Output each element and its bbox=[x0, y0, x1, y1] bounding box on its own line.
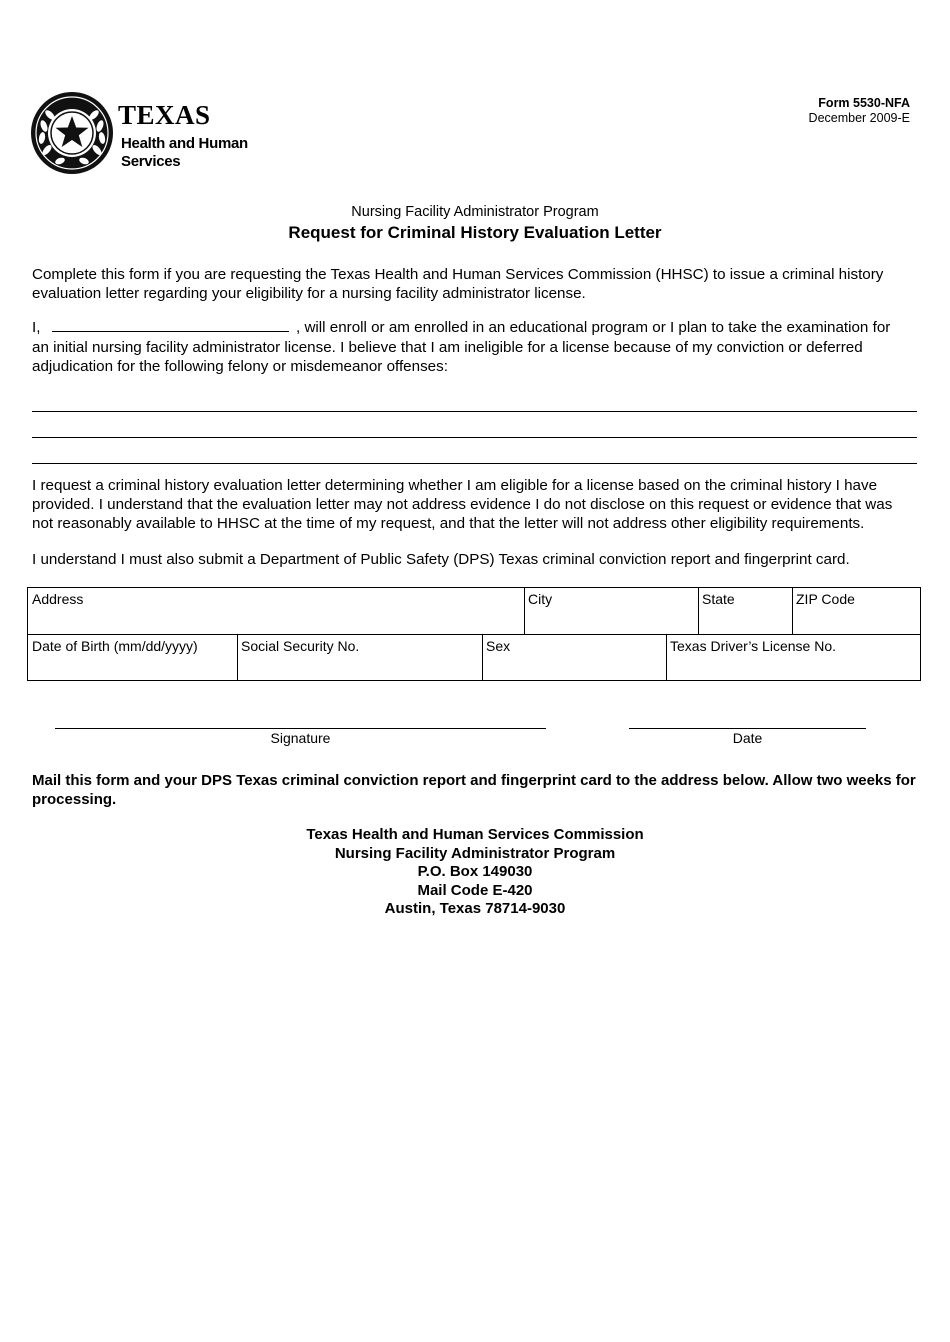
signature-label: Signature bbox=[270, 730, 331, 746]
zip-code-field[interactable] bbox=[792, 588, 920, 634]
address-line-5: Austin, Texas 78714-9030 bbox=[384, 900, 566, 917]
program-name: Nursing Facility Administrator Program bbox=[351, 204, 599, 220]
state-label: State bbox=[702, 591, 735, 607]
logo-subtitle-line2: Services bbox=[121, 153, 181, 170]
applicant-info-table bbox=[27, 587, 921, 681]
logo-title: TEXAS bbox=[118, 100, 211, 130]
ssn-field[interactable] bbox=[237, 635, 482, 680]
address-line-4: Mail Code E-420 bbox=[417, 881, 533, 899]
mailing-address bbox=[0, 826, 950, 919]
zip-code-label: ZIP Code bbox=[796, 591, 855, 607]
address-field[interactable] bbox=[28, 588, 524, 634]
drivers-license-label: Texas Driver’s License No. bbox=[670, 638, 836, 654]
sex-field[interactable] bbox=[482, 635, 666, 680]
mail-instructions: Mail this form and your DPS Texas criminal conviction report and fingerprint card to the address below. Allow two weeks for processing. bbox=[32, 772, 916, 808]
city-field[interactable] bbox=[524, 588, 698, 634]
date-of-birth-field[interactable] bbox=[28, 635, 237, 680]
texas-seal-icon bbox=[30, 90, 114, 176]
ssn-label: Social Security No. bbox=[241, 638, 360, 654]
address-label: Address bbox=[32, 591, 84, 607]
state-field[interactable] bbox=[698, 588, 792, 634]
sex-label: Sex bbox=[486, 638, 511, 654]
date-of-birth-label: Date of Birth (mm/dd/yyyy) bbox=[32, 638, 198, 654]
offense-line-2[interactable] bbox=[32, 437, 917, 438]
statement-paragraph: an initial nursing facility administrator license. I believe that I am ineligible for a license because of my conviction or deferred adjudication for the following felony or misdemeanor offenses: bbox=[32, 339, 863, 375]
date-label: Date bbox=[732, 730, 763, 746]
statement-prefix: I, bbox=[32, 319, 41, 336]
hhs-logo bbox=[30, 90, 250, 180]
applicant-name-field[interactable] bbox=[52, 331, 289, 332]
statement-suffix: , will enroll or am enrolled in an educational program or I plan to take the examination for bbox=[296, 319, 891, 336]
signature-line[interactable] bbox=[55, 728, 546, 729]
offense-line-3[interactable] bbox=[32, 463, 917, 464]
address-line-3: P.O. Box 149030 bbox=[417, 863, 533, 880]
dps-paragraph: I understand I must also submit a Department of Public Safety (DPS) Texas criminal conviction report and fingerprint card. bbox=[32, 551, 850, 568]
city-label: City bbox=[528, 591, 553, 607]
address-line-2: Nursing Facility Administrator Program bbox=[334, 844, 616, 862]
request-paragraph: I request a criminal history evaluation letter determining whether I am eligible for a license based on the criminal history I have provided. I understand that the evaluation letter may not address evidence I do not disclose on this request or evidence that was not reasonably available to HHSC at the time of my request, and that the letter will not address other eligibility requirements. bbox=[32, 477, 893, 532]
intro-paragraph: Complete this form if you are requesting the Texas Health and Human Services Commission (HHSC) to issue a criminal history evaluation letter regarding your eligibility for a nursing facility administrator license. bbox=[32, 266, 884, 302]
logo-subtitle-line1: Health and Human bbox=[121, 135, 248, 152]
offense-line-1[interactable] bbox=[32, 411, 917, 412]
page-title: Request for Criminal History Evaluation Letter bbox=[288, 223, 662, 242]
form-revision-date: December 2009-E bbox=[808, 111, 910, 125]
address-line-1: Texas Health and Human Services Commission bbox=[306, 826, 644, 843]
form-number: Form 5530-NFA bbox=[818, 96, 910, 110]
date-line[interactable] bbox=[629, 728, 866, 729]
drivers-license-field[interactable] bbox=[666, 635, 920, 680]
